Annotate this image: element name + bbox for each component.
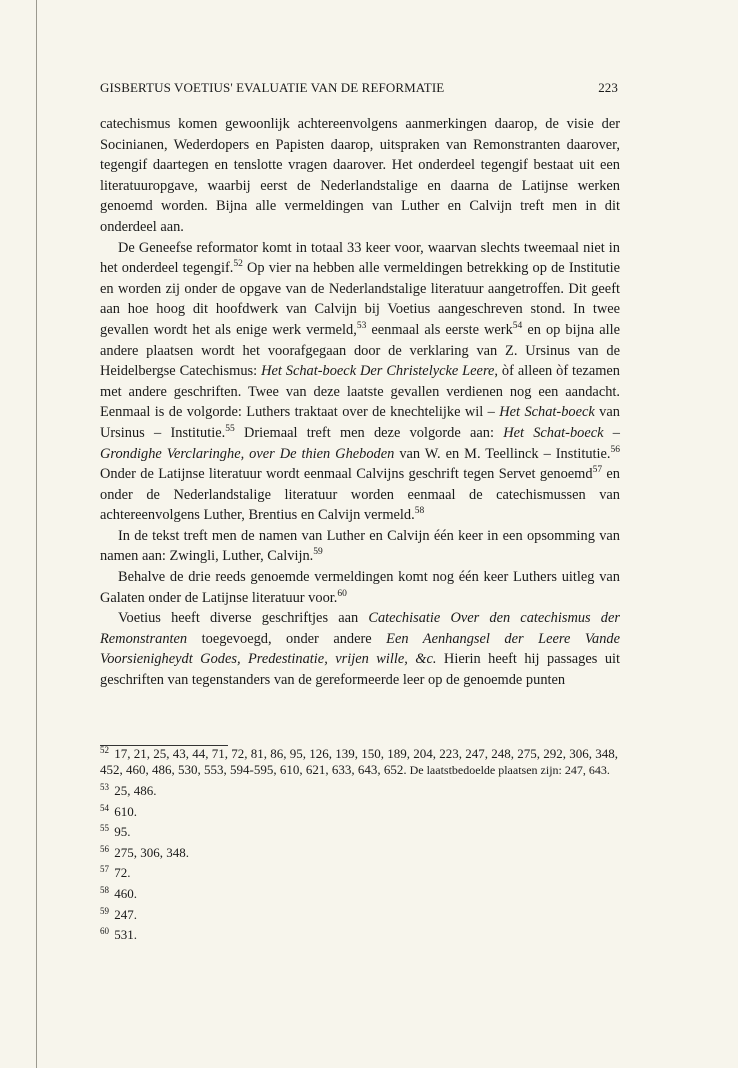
- footnote-ref-58[interactable]: 58: [414, 506, 425, 517]
- footnote-ref-52[interactable]: 52: [233, 259, 243, 270]
- page-number: 223: [598, 80, 618, 95]
- footnote-53: $^{53}$ 25, 486.: [100, 782, 157, 798]
- footnote-58: $^{58}$ 460.: [100, 884, 137, 901]
- paragraph-1: catechismus komen gewoonlijk achtereenvolgens aanmerkingen daarop, de visie der Socinianen, Wederdopers en Papisten daarop, uitspraken van Remonstranten daarover, tegengif daartegen en tenslotte vragen daarover. Het onderdeel tegengif bestaat uit een literatuuropgave, waarbij eerst de Nederlandstalige en daarna de Latijnse werken genoemd worden. Bijna alle vermeldingen van Luther en Calvijn treft men in dit onderdeel aan.: [100, 116, 620, 235]
- footnotes: [100, 746, 622, 948]
- page-gutter-line: [36, 0, 37, 1068]
- running-title: GISBERTUS VOETIUS' EVALUATIE VAN DE REFORMATIE: [100, 80, 445, 95]
- footnote-54: $^{54}$ 610.: [100, 802, 137, 819]
- title-schat-boeck: Het Schat-boeck: [499, 404, 595, 421]
- footnote-ref-57[interactable]: 57: [592, 465, 603, 476]
- footnote-ref-59[interactable]: 59: [313, 547, 323, 558]
- paragraph-3: In de tekst treft men de namen van Luther en Calvijn één keer in een opsomming van namen aan: Zwingli, Luther, Calvijn.$^{59}$: [100, 527, 620, 565]
- running-header: [100, 80, 622, 96]
- footnote-ref-53[interactable]: 53: [356, 320, 367, 331]
- title-aenhangsel: Een Aenhangsel der Leere Vande Voorsienigheydt Godes, Predestinatie, vrijen wille, &c.: [100, 630, 620, 668]
- footnote-60: $^{60}$ 531.: [100, 926, 137, 943]
- title-catechisatie: Catechisatie Over den catechismus der Remonstranten: [100, 610, 620, 647]
- footnote-ref-60[interactable]: 60: [337, 588, 347, 599]
- title-grondighe-verclaringhe: Het Schat-boeck – Grondighe Verclaringhe, over De thien Gheboden: [100, 424, 620, 462]
- paragraph-5: Voetius heeft diverse geschriftjes aan Catechisatie Over den catechismus der Remonstranten toegevoegd, onder andere Een Aenhangsel der Leere Vande Voorsienigheydt Godes, Predestinatie, vrijen wille, &c. Hierin heeft hij passages uit geschriften van tegenstanders van de gereformeerde leer op de genoemde punten: [100, 610, 621, 689]
- footnote-52: $^{52}$ 17, 21, 25, 43, 44, 71, 72, 81, 86, 95, 126, 139, 150, 189, 204, 223, 247, 248, 275, 292, 306, 348, 452, 460, 486, 530, 553, 594-595, 610, 621, 633, 643, 652. De laatstbedoelde plaatsen zijn: 247, 643.: [100, 745, 618, 778]
- footnote-57: $^{57}$ 72.: [100, 864, 131, 881]
- paragraph-2: De Geneefse reformator komt in totaal 33 keer voor, waarvan slechts tweemaal niet in het onderdeel tegengif.$^{52}$ Op vier na hebben alle vermeldingen betrekking op de Institutie en worden zij onder de opgave van de Nederlandstalige literatuur aangetroffen. Dit geeft aan hoe hoog dit hoofdwerk van Calvijn bij Voetius aangeschreven stond. In twee gevallen wordt het als enige werk vermeld,$^{53}$ eenmaal als eerste werk$^{54}$ en op bijna alle andere plaatsen wordt het voorafgegaan door de verklaring van Z. Ursinus van de Heidelbergse Catechismus: Het Schat-boeck Der Christelycke Leere, òf alleen òf tezamen met andere geschriften. Twee van deze laatste gevallen verdienen nog een aandacht. Eenmaal is de volgorde: Luthers traktaat over de knechtelijke wil – Het Schat-boeck van Ursinus – Institutie.$^{55}$ Driemaal treft men deze volgorde aan: Het Schat-boeck – Grondighe Verclaringhe, over De thien Gheboden van W. en M. Teellinck – Institutie.$^{56}$ Onder de Latijnse literatuur wordt eenmaal Calvijns geschrift tegen Servet genoemd$^{57}$ en onder de Nederlandstalige literatuur worden eenmaal de catechismussen van achtereenvolgens Luther, Brentius en Calvijn vermeld.$^{58}$: [100, 239, 621, 524]
- body-text: [100, 114, 620, 691]
- title-schat-boeck-full: Het Schat-boeck Der Christelycke Leere: [261, 363, 495, 380]
- footnote-56: $^{56}$ 275, 306, 348.: [100, 843, 189, 860]
- footnote-55: $^{55}$ 95.: [100, 823, 131, 840]
- footnote-ref-56[interactable]: 56: [610, 444, 621, 455]
- footnote-ref-54[interactable]: 54: [512, 320, 523, 331]
- footnote-59: $^{59}$ 247.: [100, 905, 137, 922]
- footnote-ref-55[interactable]: 55: [225, 423, 235, 434]
- paragraph-4: Behalve de drie reeds genoemde vermeldingen komt nog één keer Luthers uitleg van Galaten onder de Latijnse literatuur voor.$^{60}$: [100, 569, 620, 606]
